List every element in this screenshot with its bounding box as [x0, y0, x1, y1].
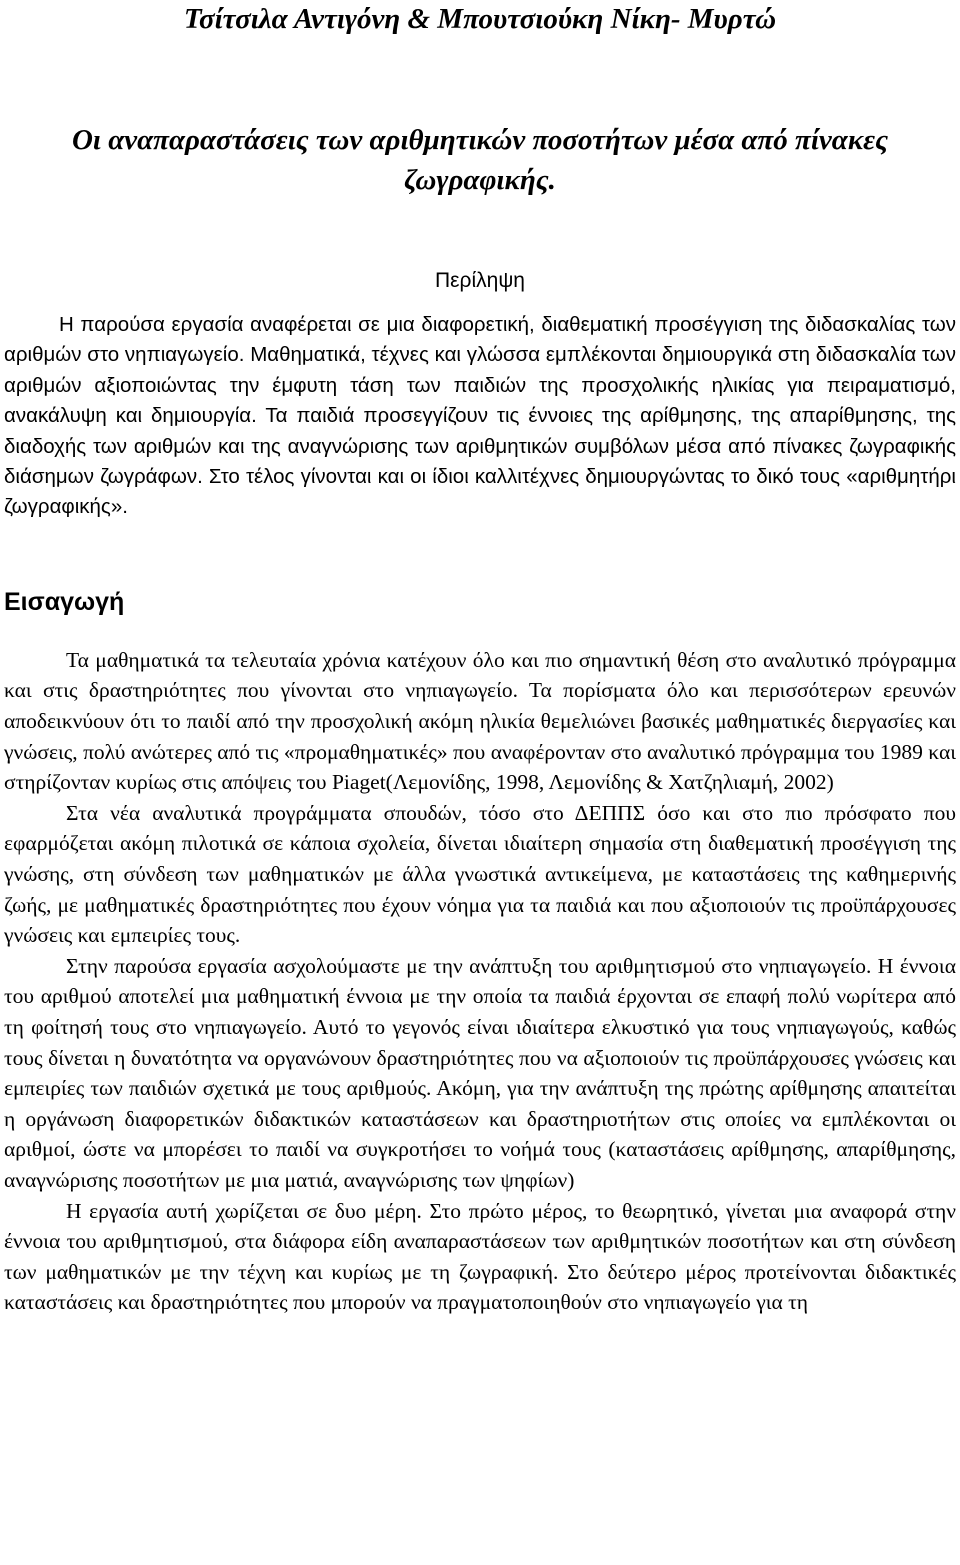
- intro-paragraph-4: Η εργασία αυτή χωρίζεται σε δυο μέρη. Στο πρώτο μέρος, το θεωρητικό, γίνεται μια αναφορά στην έννοια του αριθμητισμού, στα διάφορα είδη αναπαραστάσεων των αριθμητικών ποσοτήτων και στη σύνδεση των μαθηματικών με την τέχνη και κυρίως με τη ζωγραφική. Στο δεύτερο μέρος προτείνονται διδακτικές καταστάσεις και δραστηριότητες που μπορούν να πραγματοποιηθούν στο νηπιαγωγείο για τη: [4, 1198, 956, 1315]
- intro-paragraph-2: Στα νέα αναλυτικά προγράμματα σπουδών, τόσο στο ΔΕΠΠΣ όσο και στο πιο πρόσφατο που εφαρμόζεται ακόμη πιλοτικά σε κάποια σχολεία, δίνεται ιδιαίτερη σημασία στη διαθεματική προσέγγιση της γνώσης, στη σύνδεση των μαθηματικών με άλλα γνωστικά αντικείμενα, με καταστάσεις της καθημερινής ζωής, με μαθηματικές δραστηριότητες που έχουν νόημα για τα παιδιά και που αξιοποιούν τις προϋπάρχουσες γνώσεις και εμπειρίες τους.: [4, 800, 956, 948]
- abstract-paragraph: Η παρούσα εργασία αναφέρεται σε μια διαφορετική, διαθεματική προσέγγιση της διδασκαλίας των αριθμών στο νηπιαγωγείο. Μαθηματικά, τέχνες και γλώσσα εμπλέκονται δημιουργικά στη διδασκαλία των αριθμών αξιοποιώντας την έμφυτη τάση των παιδιών της προσχολικής ηλικίας για πειραματισμό, ανακάλυψη και δημιουργία. Τα παιδιά προσεγγίζουν τις έννοιες της αρίθμησης, της απαρίθμησης, της διαδοχής των αριθμών και της αναγνώρισης των αριθμητικών συμβόλων μέσα από πίνακες ζωγραφικής διάσημων ζωγράφων. Στο τέλος γίνονται και οι ίδιοι καλλιτέχνες δημιουργώντας το δικό τους «αριθμητήρι ζωγραφικής».: [4, 313, 956, 519]
- intro-paragraph-3: Στην παρούσα εργασία ασχολούμαστε με την ανάπτυξη του αριθμητισμού στο νηπιαγωγείο. Η έννοια του αριθμού αποτελεί μια μαθηματική έννοια με την οποία τα παιδιά έρχονται σε επαφή πολύ νωρίτερα από τη φοίτησή τους στο νηπιαγωγείο. Αυτό το γεγονός είναι ιδιαίτερα ελκυστικό για τους νηπιαγωγούς, καθώς τους δίνεται η δυνατότητα να οργανώνουν δραστηριότητες που να αξιοποιούν τις προϋπάρχουσες γνώσεις και εμπειρίες των παιδιών σχετικά με τους αριθμούς. Ακόμη, για την ανάπτυξη της πρώτης αρίθμησης απαιτείται η οργάνωση διαφορετικών διδακτικών καταστάσεων και δραστηριοτήτων στις οποίες να εμπλέκονται οι αριθμοί, ώστε να μπορέσει το παιδί να συγκροτήσει το νοήμά τους (καταστάσεις αρίθμησης, απαρίθμησης, αναγνώρισης ποσοτήτων με μια ματιά, αναγνώρισης των ψηφίων): [4, 953, 956, 1192]
- paper-title: Οι αναπαραστάσεις των αριθμητικών ποσοτήτων μέσα από πίνακες ζωγραφικής.: [71, 124, 889, 196]
- introduction-heading: Εισαγωγή: [4, 587, 125, 616]
- document-page: [4, 0, 956, 1318]
- authors-line: Τσίτσιλα Αντιγόνη & Μπουτσιούκη Νίκη- Μυρτώ: [183, 3, 777, 35]
- intro-paragraph-1: Τα μαθηματικά τα τελευταία χρόνια κατέχουν όλο και πιο σημαντική θέση στο αναλυτικό πρόγραμμα και στις δραστηριότητες που γίνονται στο νηπιαγωγείο. Τα πορίσματα όλο και περισσότερων ερευνών αποδεικνύουν ότι το παιδί από την προσχολική ακόμη ηλικία θεμελιώνει βασικές μαθηματικές διεργασίες και γνώσεις, πολύ ανώτερες από τις «προμαθηματικές» που αναφέρονταν στο αναλυτικό πρόγραμμα του 1989 και στηρίζονταν κυρίως στις απόψεις του Piaget(Λεμονίδης, 1998, Λεμονίδης & Χατζηλιαμή, 2002): [4, 647, 956, 795]
- abstract-heading: Περίληψη: [435, 269, 525, 292]
